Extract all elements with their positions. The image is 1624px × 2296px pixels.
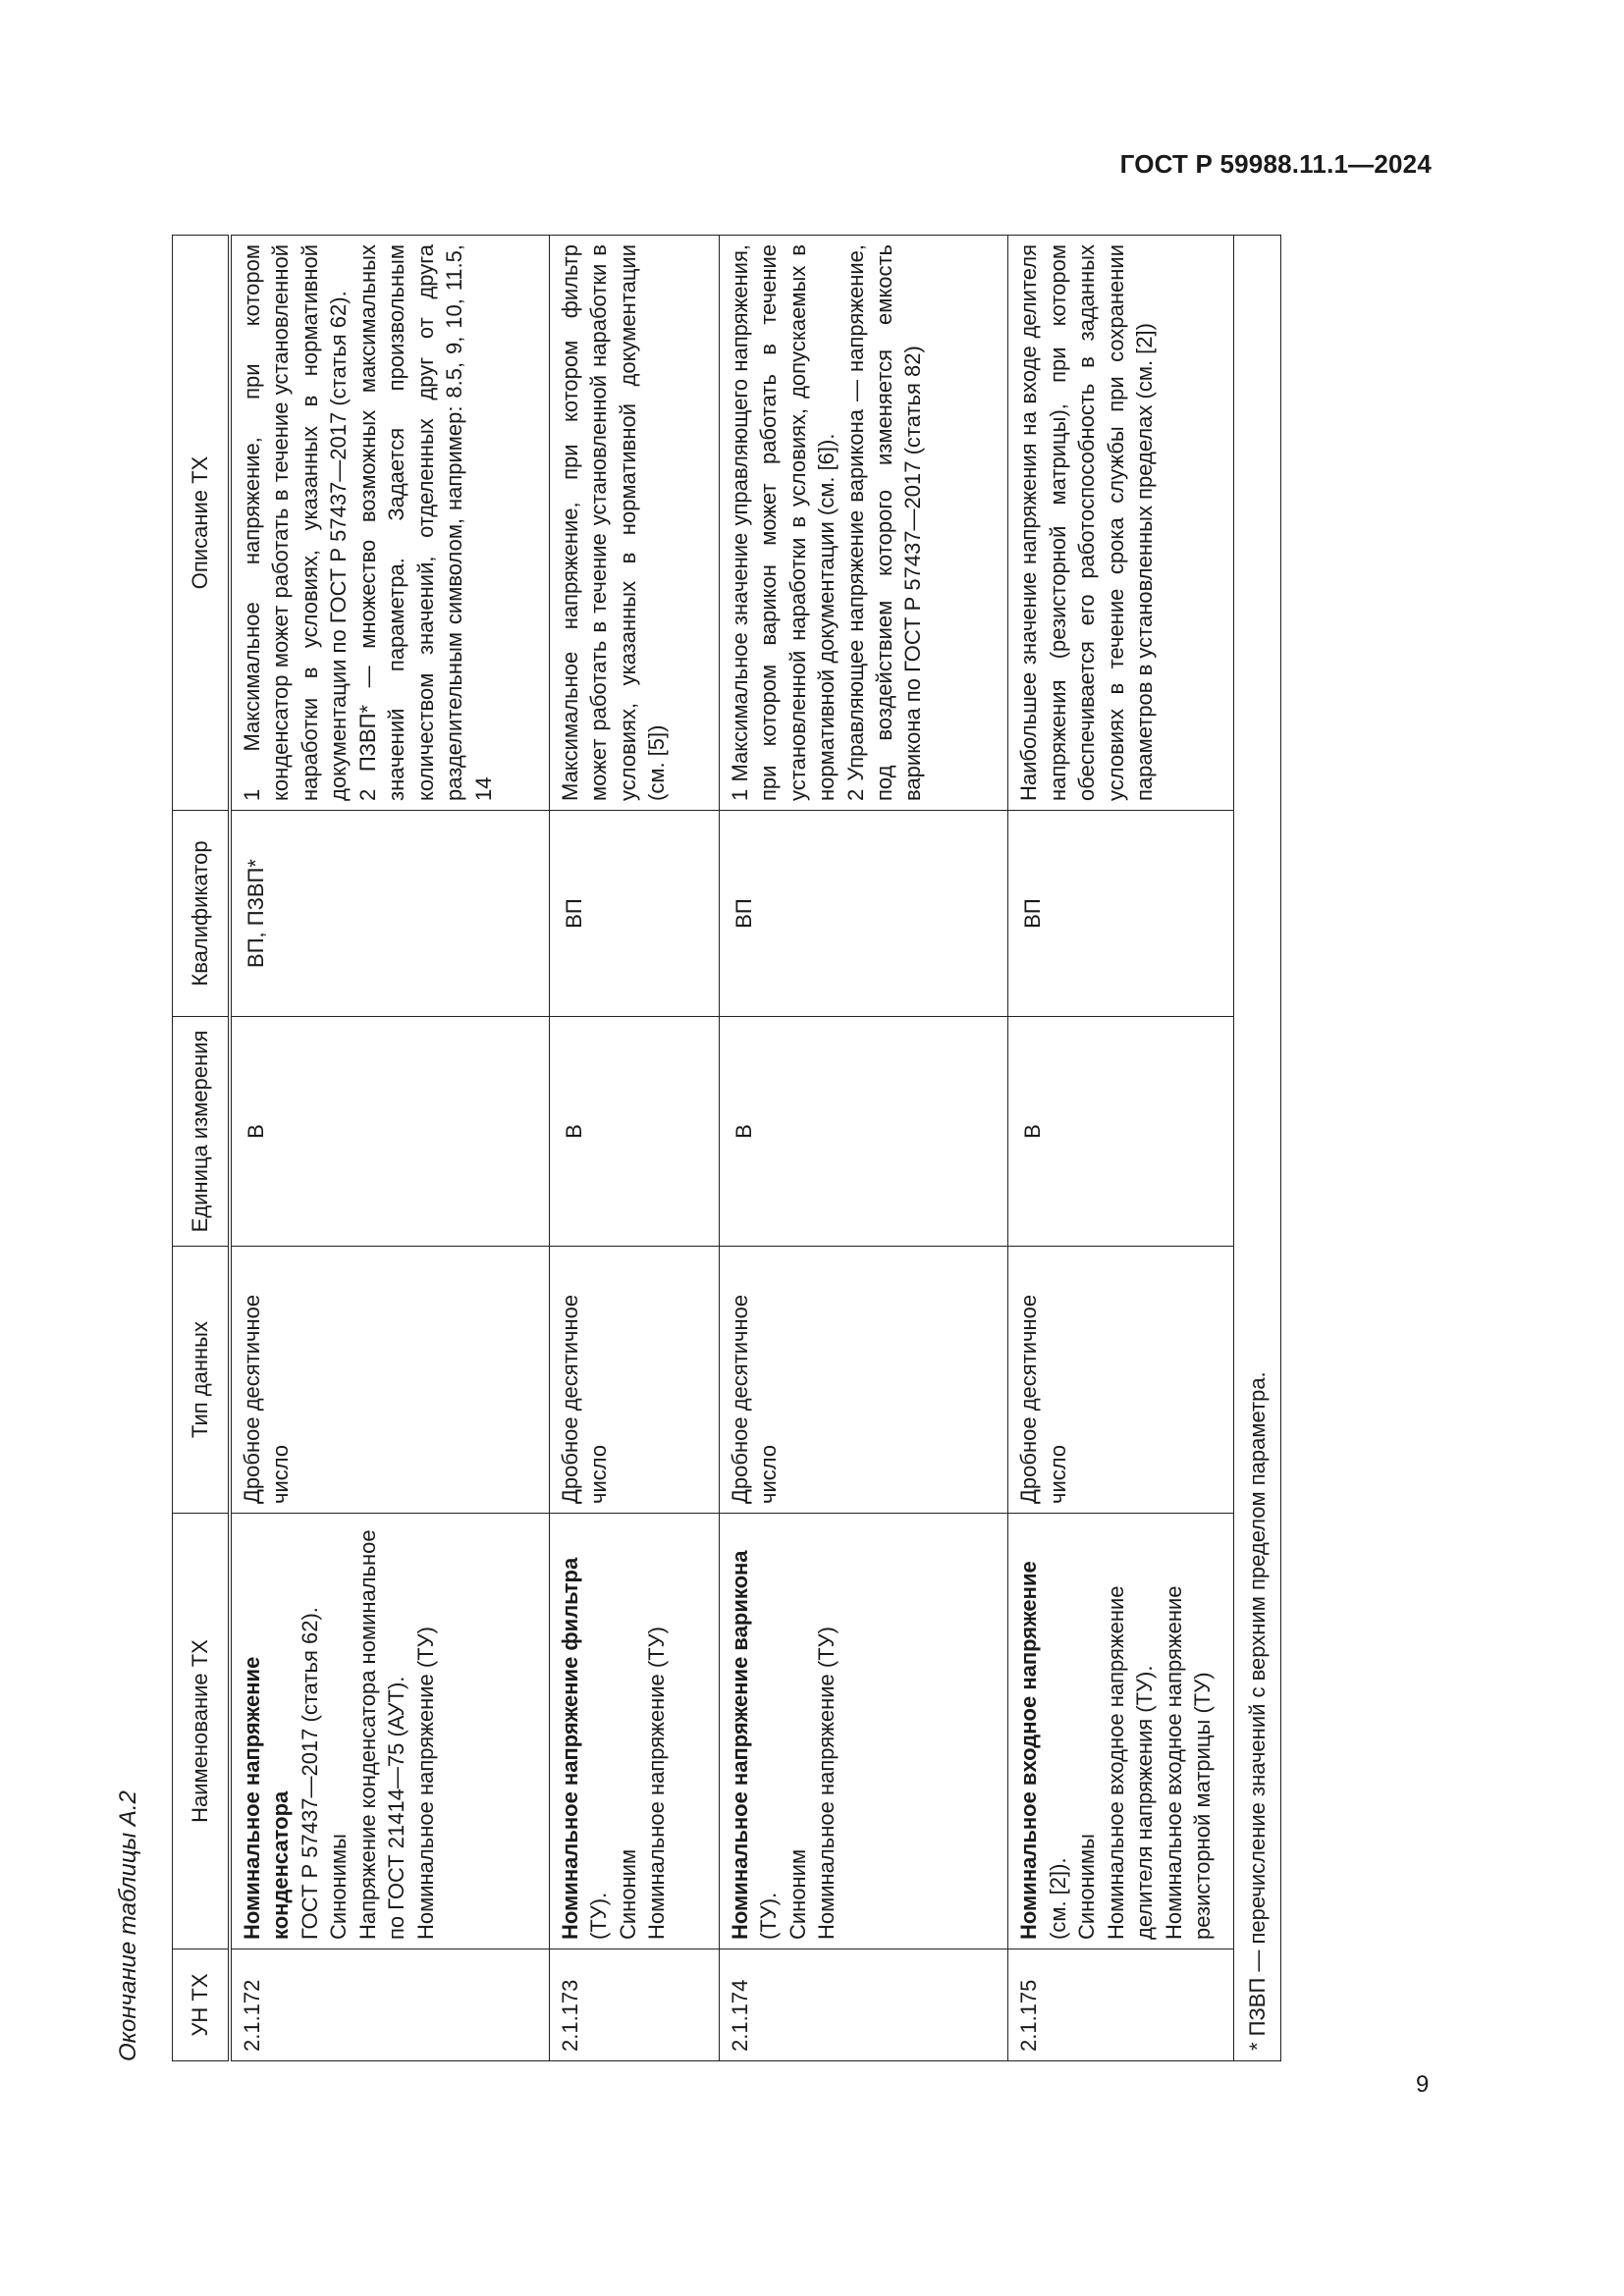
row-id: 2.1.172 xyxy=(230,1949,549,2061)
row-data-type: Дробное десятичное число xyxy=(719,1247,1008,1514)
column-header: Описание ТХ xyxy=(173,236,231,811)
row-id: 2.1.174 xyxy=(719,1949,1008,2061)
row-unit: В xyxy=(1008,1017,1234,1247)
rotated-table-block xyxy=(115,236,1281,2061)
desc-line: Максимальное напряжение, при котором фильтр может работать в течение установленной наработки в условиях, указанных в нормативной документации (см. [5]) xyxy=(557,244,670,801)
table-row xyxy=(1008,236,1234,2061)
desc-line: 1 Максимальное напряжение, при котором конденсатор может работать в течение установленной наработки в условиях, указанных в нормативной документации по ГОСТ Р 57437—2017 (статья 62). xyxy=(240,244,352,801)
name-bold: Номинальное напряжение конденсатора xyxy=(240,1656,294,1940)
table-row xyxy=(549,236,719,2061)
parameters-table xyxy=(172,235,1281,2061)
row-description xyxy=(230,236,549,811)
column-header: УН ТХ xyxy=(173,1949,231,2061)
desc-line: 2 ПЗВП* — множество возможных максимальных значений параметра. Задается произвольным количеством значений, отделенных друг от друга разделительным символом, например: 8.5, 9, 10, 11.5, 14 xyxy=(354,244,496,801)
name-bold: Номинальное напряжение варикона xyxy=(727,1550,752,1940)
name-bold: Номинальное напряжение фильтра xyxy=(557,1557,582,1940)
name-line: (ТУ). xyxy=(586,1892,612,1940)
column-header: Квалификатор xyxy=(173,811,231,1017)
name-line: Номинальное напряжение (ТУ) xyxy=(644,1627,670,1940)
row-description xyxy=(549,236,719,811)
row-name xyxy=(719,1514,1008,1949)
row-unit: В xyxy=(719,1017,1008,1247)
name-line: Синонимы xyxy=(326,1834,352,1940)
name-line: Напряжение конденсатора номинальное по ГОСТ 21414—75 (АУТ). xyxy=(354,1529,409,1940)
name-ref: (см. [2]). xyxy=(1045,1857,1070,1940)
row-description xyxy=(1008,236,1234,811)
table-caption: Окончание таблицы А.2 xyxy=(115,1790,141,2061)
desc-line: Наибольшее значение напряжения на входе делителя напряжения (резисторной матрицы), при котором обеспечивается его работоспособность в заданных условиях в течение срока службы при сохранении параметров в установленных пределах (см. [2]) xyxy=(1016,244,1158,801)
name-ref: (ТУ). xyxy=(756,1892,782,1940)
name-bold: Номинальное входное напряжение xyxy=(1016,1561,1042,1940)
column-header: Единица измерения xyxy=(173,1017,231,1247)
name-line: Номинальное входное напряжение резисторной матрицы (ТУ) xyxy=(1161,1585,1216,1940)
row-description xyxy=(719,236,1008,811)
table-row xyxy=(719,236,1008,2061)
column-header: Наименование ТХ xyxy=(173,1514,231,1949)
document-code: ГОСТ Р 59988.11.1—2024 xyxy=(1119,149,1432,179)
table-header-row xyxy=(173,236,231,2061)
row-unit: В xyxy=(549,1017,719,1247)
row-data-type: Дробное десятичное число xyxy=(230,1247,549,1514)
row-qualifier: ВП xyxy=(549,811,719,1017)
row-unit: В xyxy=(230,1017,549,1247)
column-header: Тип данных xyxy=(173,1247,231,1514)
desc-line: 2 Управляющее напряжение варикона — напряжение, под воздействием которого изменяется емкость варикона по ГОСТ Р 57437—2017 (статья 82) xyxy=(842,244,926,801)
row-qualifier: ВП xyxy=(1008,811,1234,1017)
name-line: Номинальное входное напряжение делителя напряжения (ТУ). xyxy=(1103,1585,1158,1940)
row-qualifier: ВП xyxy=(719,811,1008,1017)
row-id: 2.1.173 xyxy=(549,1949,719,2061)
row-qualifier: ВП, ПЗВП* xyxy=(230,811,549,1017)
row-name xyxy=(1008,1514,1234,1949)
table-row xyxy=(230,236,549,2061)
footnote-row xyxy=(1234,236,1281,2061)
name-line: Синонимы xyxy=(1074,1834,1100,1940)
name-line: Номинальное напряжение (ТУ) xyxy=(814,1627,839,1940)
name-line: Синоним xyxy=(615,1848,640,1940)
name-line: Синоним xyxy=(785,1848,810,1940)
table-footnote: * ПЗВП — перечисление значений с верхним пределом параметра. xyxy=(1234,236,1281,2061)
row-data-type: Дробное десятичное число xyxy=(549,1247,719,1514)
row-name xyxy=(230,1514,549,1949)
row-data-type: Дробное десятичное число xyxy=(1008,1247,1234,1514)
name-line: Номинальное напряжение (ТУ) xyxy=(412,1627,438,1940)
page-number: 9 xyxy=(1416,2071,1430,2098)
name-line: ГОСТ Р 57437—2017 (статья 62). xyxy=(297,1607,322,1940)
desc-line: 1 Максимальное значение управляющего напряжения, при котором варикон может работать в течение установленной наработки в условиях, допускаемых в нормативной документации (см. [6]). xyxy=(727,244,839,801)
row-name xyxy=(549,1514,719,1949)
row-id: 2.1.175 xyxy=(1008,1949,1234,2061)
